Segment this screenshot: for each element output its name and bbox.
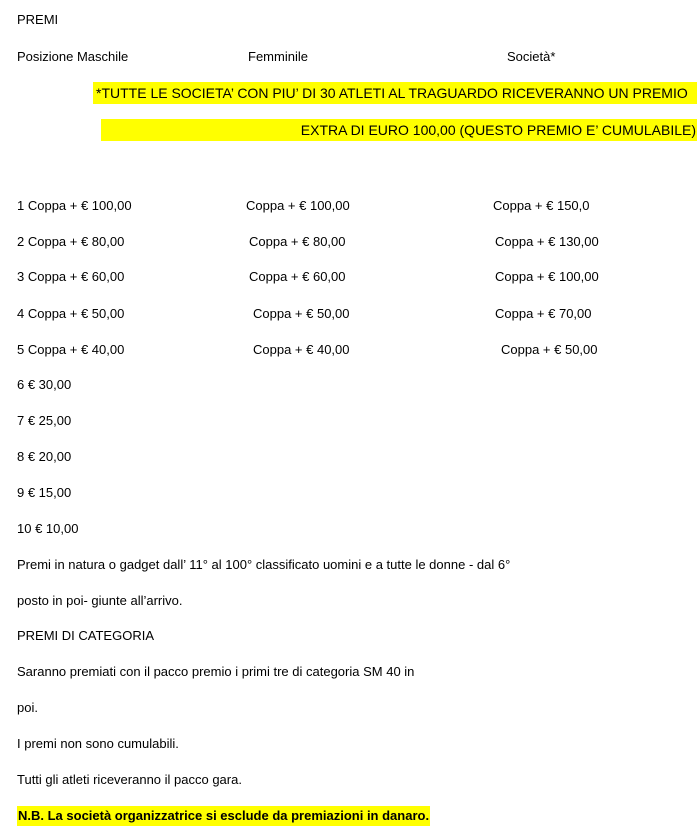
row-5-femminile: Coppa + € 40,00 (253, 342, 350, 357)
categoria-text-2: poi. (17, 700, 38, 715)
categoria-title: PREMI DI CATEGORIA (17, 628, 154, 643)
row-1-maschile: 1 Coppa + € 100,00 (17, 198, 132, 213)
row-4-maschile: 4 Coppa + € 50,00 (17, 306, 125, 321)
row-7-maschile: 7 € 25,00 (17, 413, 72, 428)
row-2-maschile: 2 Coppa + € 80,00 (17, 234, 125, 249)
row-3-femminile: Coppa + € 60,00 (249, 269, 346, 284)
nb-note: N.B. La società organizzatrice si esclude da premiazioni in danaro. (17, 806, 430, 826)
row-1-femminile: Coppa + € 100,00 (246, 198, 350, 213)
row-8-maschile: 8 € 20,00 (17, 449, 72, 464)
row-2-societa: Coppa + € 130,00 (495, 234, 599, 249)
row-3-maschile: 3 Coppa + € 60,00 (17, 269, 125, 284)
notice-line-2: EXTRA DI EURO 100,00 (QUESTO PREMIO E’ CUMULABILE) (300, 122, 696, 138)
column-header-societa: Società* (507, 49, 556, 64)
row-2-femminile: Coppa + € 80,00 (249, 234, 346, 249)
pacco-gara-text: Tutti gli atleti riceveranno il pacco gara. (17, 772, 242, 787)
row-3-societa: Coppa + € 100,00 (495, 269, 599, 284)
row-1-societa: Coppa + € 150,0 (493, 198, 590, 213)
notice-line-1: *TUTTE LE SOCIETA’ CON PIU’ DI 30 ATLETI AL TRAGUARDO RICEVERANNO UN PREMIO (96, 85, 688, 101)
row-10-maschile: 10 € 10,00 (17, 521, 79, 536)
column-header-maschile: Posizione Maschile (17, 49, 129, 64)
row-4-femminile: Coppa + € 50,00 (253, 306, 350, 321)
row-5-societa: Coppa + € 50,00 (501, 342, 598, 357)
row-4-societa: Coppa + € 70,00 (495, 306, 592, 321)
row-5-maschile: 5 Coppa + € 40,00 (17, 342, 125, 357)
natura-text-2: posto in poi- giunte all’arrivo. (17, 593, 183, 608)
page-title: PREMI (17, 12, 59, 27)
row-6-maschile: 6 € 30,00 (17, 377, 72, 392)
non-cumulabili-text: I premi non sono cumulabili. (17, 736, 179, 751)
natura-text-1: Premi in natura o gadget dall’ 11° al 100° classificato uomini e a tutte le donne - dal 6° (17, 557, 511, 572)
column-header-femminile: Femminile (248, 49, 308, 64)
row-9-maschile: 9 € 15,00 (17, 485, 72, 500)
categoria-text-1: Saranno premiati con il pacco premio i primi tre di categoria SM 40 in (17, 664, 415, 679)
